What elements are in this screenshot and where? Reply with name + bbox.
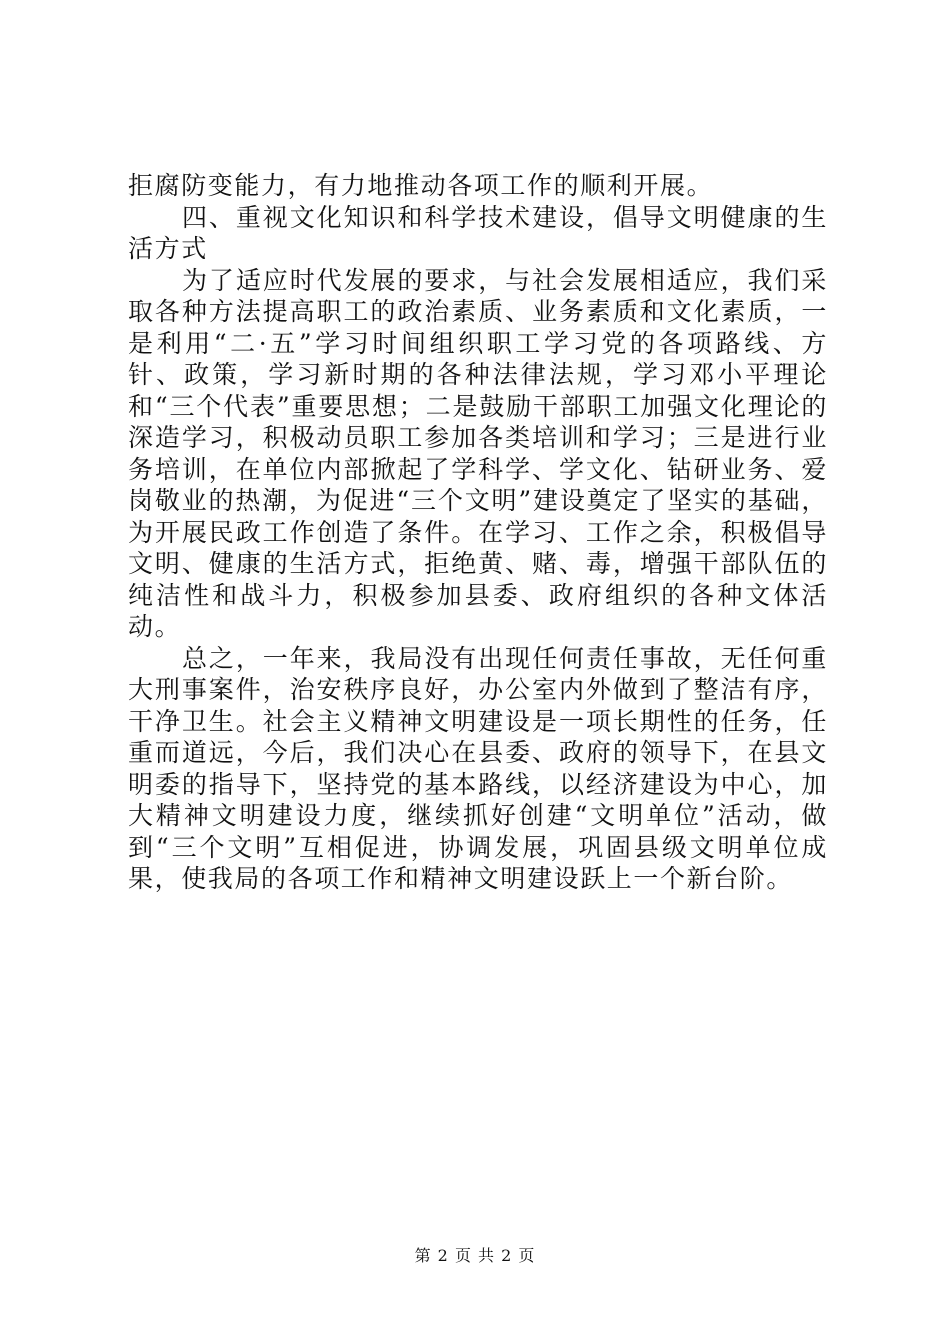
section-heading: 四、重视文化知识和科学技术建设，倡导文明健康的生活方式	[128, 202, 828, 263]
paragraph-study: 为了适应时代发展的要求，与社会发展相适应，我们采取各种方法提高职工的政治素质、业务素质和文化素质，一是利用“二·五”学习时间组织职工学习党的各项路线、方针、政策，学习新时期的各种法律法规，学习邓小平理论和“三个代表”重要思想；二是鼓励干部职工加强文化理论的深造学习，积极动员职工参加各类培训和学习；三是进行业务培训，在单位内部掀起了学科学、学文化、钻研业务、爱岗敬业的热潮，为促进“三个文明”建设奠定了坚实的基础，为开展民政工作创造了条件。在学习、工作之余，积极倡导文明、健康的生活方式，拒绝黄、赌、毒，增强干部队伍的纯洁性和战斗力，积极参加县委、政府组织的各种文体活动。	[128, 265, 828, 641]
paragraph-summary: 总之，一年来，我局没有出现任何责任事故，无任何重大刑事案件，治安秩序良好，办公室内外做到了整洁有序，干净卫生。社会主义精神文明建设是一项长期性的任务，任重而道远，今后，我们决心在县委、政府的领导下，在县文明委的指导下，坚持党的基本路线，以经济建设为中心，加大精神文明建设力度，继续抓好创建“文明单位”活动，做到“三个文明”互相促进，协调发展，巩固县级文明单位成果，使我局的各项工作和精神文明建设跃上一个新台阶。	[128, 643, 828, 893]
paragraph-continuation: 拒腐防变能力，有力地推动各项工作的顺利开展。	[128, 171, 714, 200]
document-body	[128, 170, 828, 895]
page-number-footer: 第 2 页 共 2 页	[414, 1246, 536, 1265]
